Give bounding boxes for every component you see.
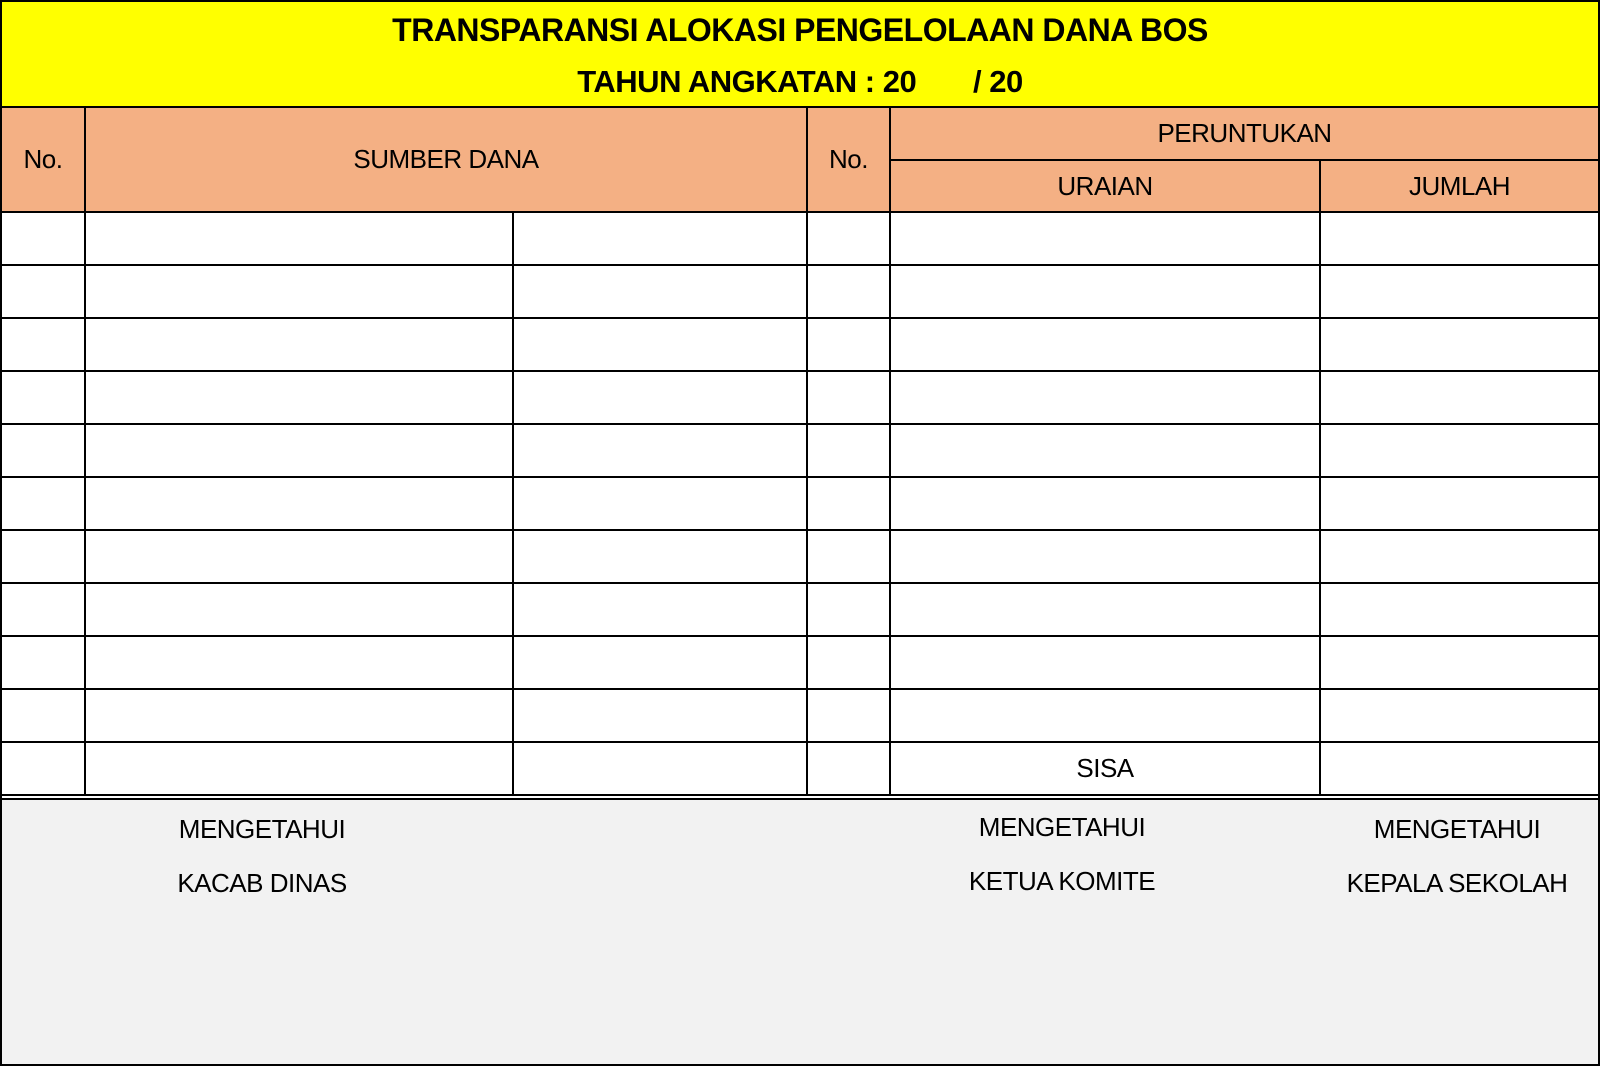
cell-no-left[interactable] xyxy=(2,530,85,583)
header-jumlah: JUMLAH xyxy=(1320,160,1598,212)
signature-kacab-dinas xyxy=(122,802,402,910)
cell-uraian[interactable] xyxy=(890,689,1320,742)
cell-no-left[interactable] xyxy=(2,318,85,371)
table-body xyxy=(2,212,1598,795)
cell-no-left[interactable] xyxy=(2,477,85,530)
table-row xyxy=(2,371,1598,424)
header-peruntukan: PERUNTUKAN xyxy=(890,108,1598,160)
cell-sumber-dana[interactable] xyxy=(85,583,513,636)
header-uraian: URAIAN xyxy=(890,160,1320,212)
sisa-label: SISA xyxy=(890,742,1320,795)
allocation-table xyxy=(2,108,1598,796)
cell-no-left[interactable] xyxy=(2,265,85,318)
cell-sumber-dana[interactable] xyxy=(85,212,513,265)
cell-jumlah[interactable] xyxy=(1320,583,1598,636)
cell-jumlah[interactable] xyxy=(1320,477,1598,530)
cell-no-right[interactable] xyxy=(807,530,890,583)
cell-uraian[interactable] xyxy=(890,318,1320,371)
cell-no-left[interactable] xyxy=(2,689,85,742)
cell-jumlah[interactable] xyxy=(1320,212,1598,265)
cell-sumber-dana-amount[interactable] xyxy=(513,530,807,583)
header-no-right: No. xyxy=(807,108,890,212)
academic-year-line: TAHUN ANGKATAN : 20 / 20 xyxy=(577,64,1023,99)
cell-sumber-dana-amount[interactable] xyxy=(513,689,807,742)
table-row xyxy=(2,583,1598,636)
cell-sumber-dana-amount[interactable] xyxy=(513,212,807,265)
header-no-left: No. xyxy=(2,108,85,212)
cell-no-right[interactable] xyxy=(807,371,890,424)
cell-no-right[interactable] xyxy=(807,742,890,795)
cell-sumber-dana[interactable] xyxy=(85,424,513,477)
cell-uraian[interactable] xyxy=(890,265,1320,318)
table-row xyxy=(2,689,1598,742)
cell-no-right[interactable] xyxy=(807,583,890,636)
signature-kepala-sekolah xyxy=(1322,802,1592,910)
signature-label: MENGETAHUI xyxy=(1373,814,1541,844)
table-row xyxy=(2,530,1598,583)
cell-no-right[interactable] xyxy=(807,689,890,742)
cell-no-right[interactable] xyxy=(807,265,890,318)
cell-jumlah[interactable] xyxy=(1320,636,1598,689)
cell-no-left[interactable] xyxy=(2,371,85,424)
table-row xyxy=(2,477,1598,530)
cell-sumber-dana-amount[interactable] xyxy=(513,371,807,424)
signature-footer xyxy=(2,798,1598,1064)
cell-no-right[interactable] xyxy=(807,477,890,530)
cell-no-left[interactable] xyxy=(2,583,85,636)
cell-sumber-dana[interactable] xyxy=(85,530,513,583)
cell-uraian[interactable] xyxy=(890,424,1320,477)
cell-no-right[interactable] xyxy=(807,212,890,265)
cell-uraian[interactable] xyxy=(890,371,1320,424)
table-row xyxy=(2,212,1598,265)
cell-sumber-dana-amount[interactable] xyxy=(513,477,807,530)
cell-uraian[interactable] xyxy=(890,530,1320,583)
cell-no-left[interactable] xyxy=(2,424,85,477)
header-sumber-dana: SUMBER DANA xyxy=(85,108,807,212)
signature-label: MENGETAHUI xyxy=(178,814,346,844)
cell-jumlah[interactable] xyxy=(1320,689,1598,742)
cell-uraian[interactable] xyxy=(890,477,1320,530)
cell-jumlah[interactable] xyxy=(1320,424,1598,477)
cell-no-right[interactable] xyxy=(807,636,890,689)
signature-label: MENGETAHUI xyxy=(978,812,1146,842)
cell-sumber-dana-amount[interactable] xyxy=(513,583,807,636)
table-row xyxy=(2,318,1598,371)
cell-sumber-dana-amount[interactable] xyxy=(513,742,807,795)
sisa-row xyxy=(2,742,1598,795)
cell-jumlah[interactable] xyxy=(1320,318,1598,371)
signature-ketua-komite xyxy=(912,800,1212,908)
cell-uraian[interactable] xyxy=(890,636,1320,689)
cell-sumber-dana[interactable] xyxy=(85,371,513,424)
sisa-amount-cell[interactable] xyxy=(1320,742,1598,795)
title-block xyxy=(2,2,1598,108)
cell-no-right[interactable] xyxy=(807,318,890,371)
cell-sumber-dana[interactable] xyxy=(85,477,513,530)
cell-no-left[interactable] xyxy=(2,742,85,795)
cell-sumber-dana-amount[interactable] xyxy=(513,636,807,689)
cell-sumber-dana[interactable] xyxy=(85,318,513,371)
cell-sumber-dana[interactable] xyxy=(85,742,513,795)
cell-no-right[interactable] xyxy=(807,424,890,477)
table-row xyxy=(2,636,1598,689)
cell-no-left[interactable] xyxy=(2,212,85,265)
signature-role: KETUA KOMITE xyxy=(968,866,1156,896)
cell-sumber-dana[interactable] xyxy=(85,265,513,318)
cell-uraian[interactable] xyxy=(890,583,1320,636)
cell-sumber-dana[interactable] xyxy=(85,689,513,742)
signature-role: KACAB DINAS xyxy=(177,868,347,898)
cell-no-left[interactable] xyxy=(2,636,85,689)
cell-jumlah[interactable] xyxy=(1320,530,1598,583)
table-row xyxy=(2,424,1598,477)
cell-sumber-dana-amount[interactable] xyxy=(513,424,807,477)
document-title: TRANSPARANSI ALOKASI PENGELOLAAN DANA BOS xyxy=(392,12,1208,48)
cell-sumber-dana-amount[interactable] xyxy=(513,265,807,318)
cell-sumber-dana-amount[interactable] xyxy=(513,318,807,371)
table-row xyxy=(2,265,1598,318)
cell-jumlah[interactable] xyxy=(1320,371,1598,424)
cell-sumber-dana[interactable] xyxy=(85,636,513,689)
cell-jumlah[interactable] xyxy=(1320,265,1598,318)
cell-uraian[interactable] xyxy=(890,212,1320,265)
signature-role: KEPALA SEKOLAH xyxy=(1346,868,1568,898)
